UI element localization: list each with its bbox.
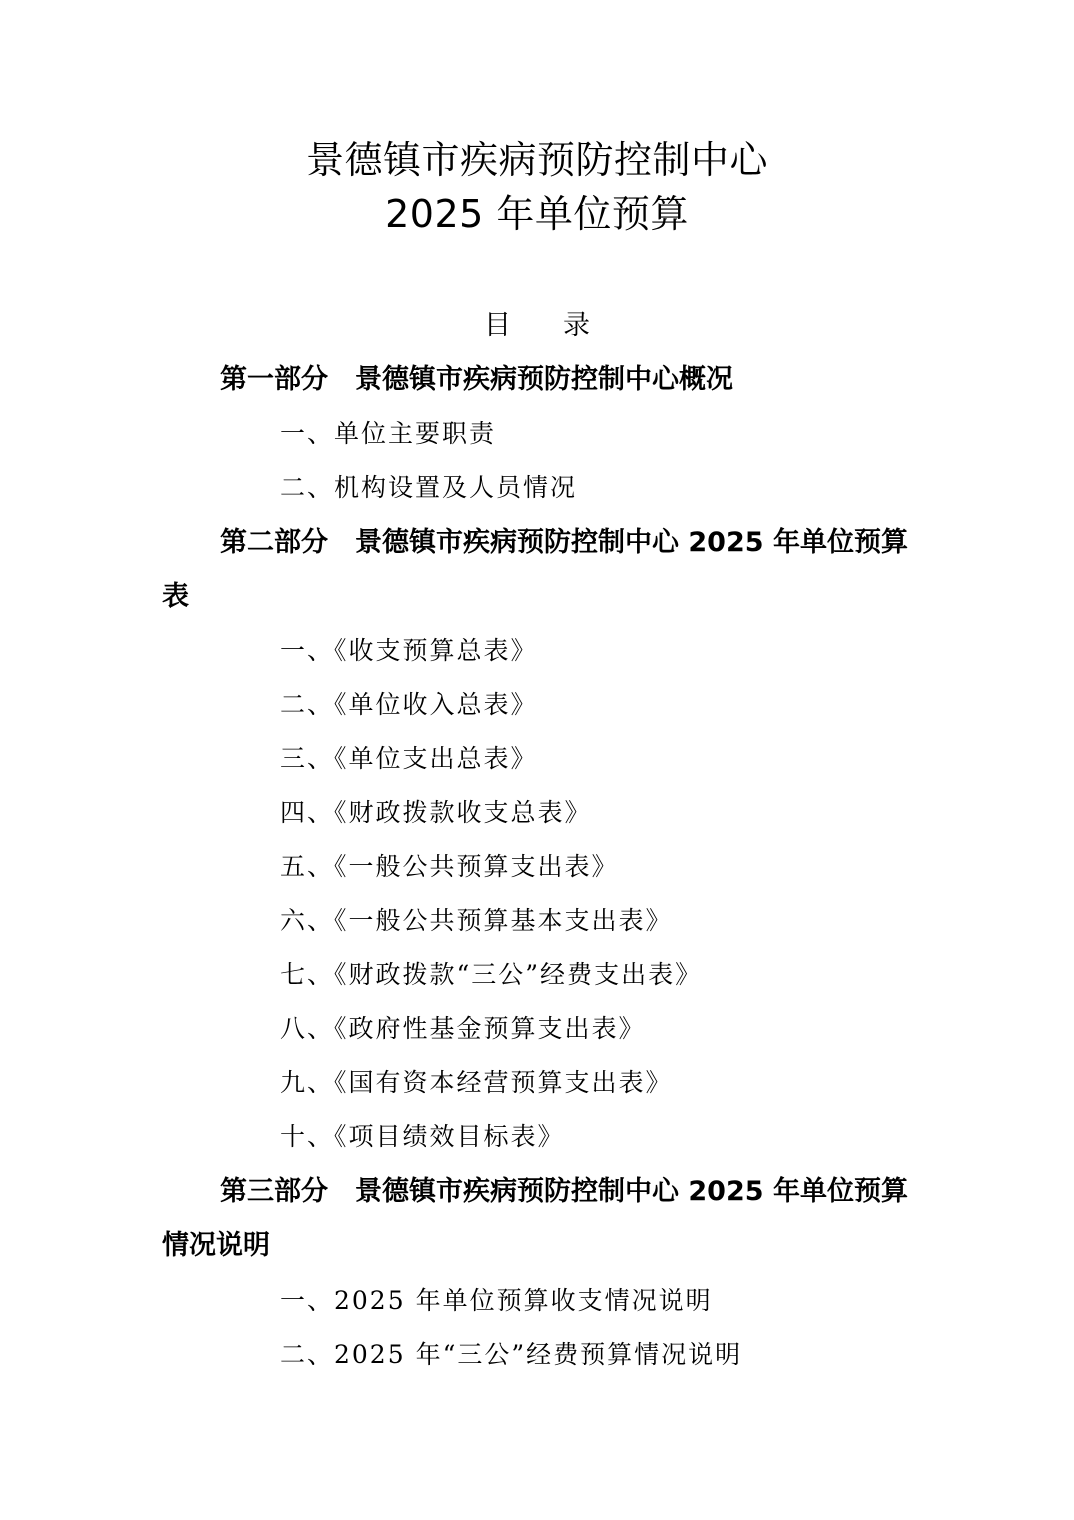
part-1-heading: 第一部分 景德镇市疾病预防控制中心概况 bbox=[220, 364, 733, 395]
part-2-item-9: 九、《国有资本经营预算支出表》 bbox=[280, 1068, 673, 1097]
part-2-heading: 第二部分 景德镇市疾病预防控制中心 2025 年单位预算表 bbox=[162, 527, 908, 612]
document-subtitle: 2025 年单位预算 bbox=[385, 192, 689, 236]
part-2-item-7: 七、《财政拨款“三公”经费支出表》 bbox=[280, 960, 703, 989]
part-2-item-5: 五、《一般公共预算支出表》 bbox=[280, 852, 619, 881]
part-2-item-4: 四、《财政拨款收支总表》 bbox=[280, 798, 592, 827]
part-2-item-8: 八、《政府性基金预算支出表》 bbox=[280, 1014, 646, 1043]
toc-heading bbox=[0, 308, 1074, 344]
toc-heading-char-2: 录 bbox=[563, 310, 590, 341]
part-2-item-6: 六、《一般公共预算基本支出表》 bbox=[280, 906, 673, 935]
part-3-item-2: 二、2025 年“三公”经费预算情况说明 bbox=[280, 1340, 743, 1369]
part-3-item-1: 一、2025 年单位预算收支情况说明 bbox=[280, 1286, 713, 1315]
part-2-item-1: 一、《收支预算总表》 bbox=[280, 636, 538, 665]
part-2-item-3: 三、《单位支出总表》 bbox=[280, 744, 538, 773]
part-2-item-10: 十、《项目绩效目标表》 bbox=[280, 1122, 565, 1151]
part-1-item-1: 一、单位主要职责 bbox=[280, 419, 497, 448]
part-3-heading: 第三部分 景德镇市疾病预防控制中心 2025 年单位预算情况说明 bbox=[162, 1176, 908, 1261]
part-2-item-2: 二、《单位收入总表》 bbox=[280, 690, 538, 719]
toc-heading-char-1: 目 bbox=[484, 310, 511, 341]
document-title: 景德镇市疾病预防控制中心 bbox=[305, 138, 768, 182]
part-1-item-2: 二、机构设置及人员情况 bbox=[280, 473, 578, 502]
